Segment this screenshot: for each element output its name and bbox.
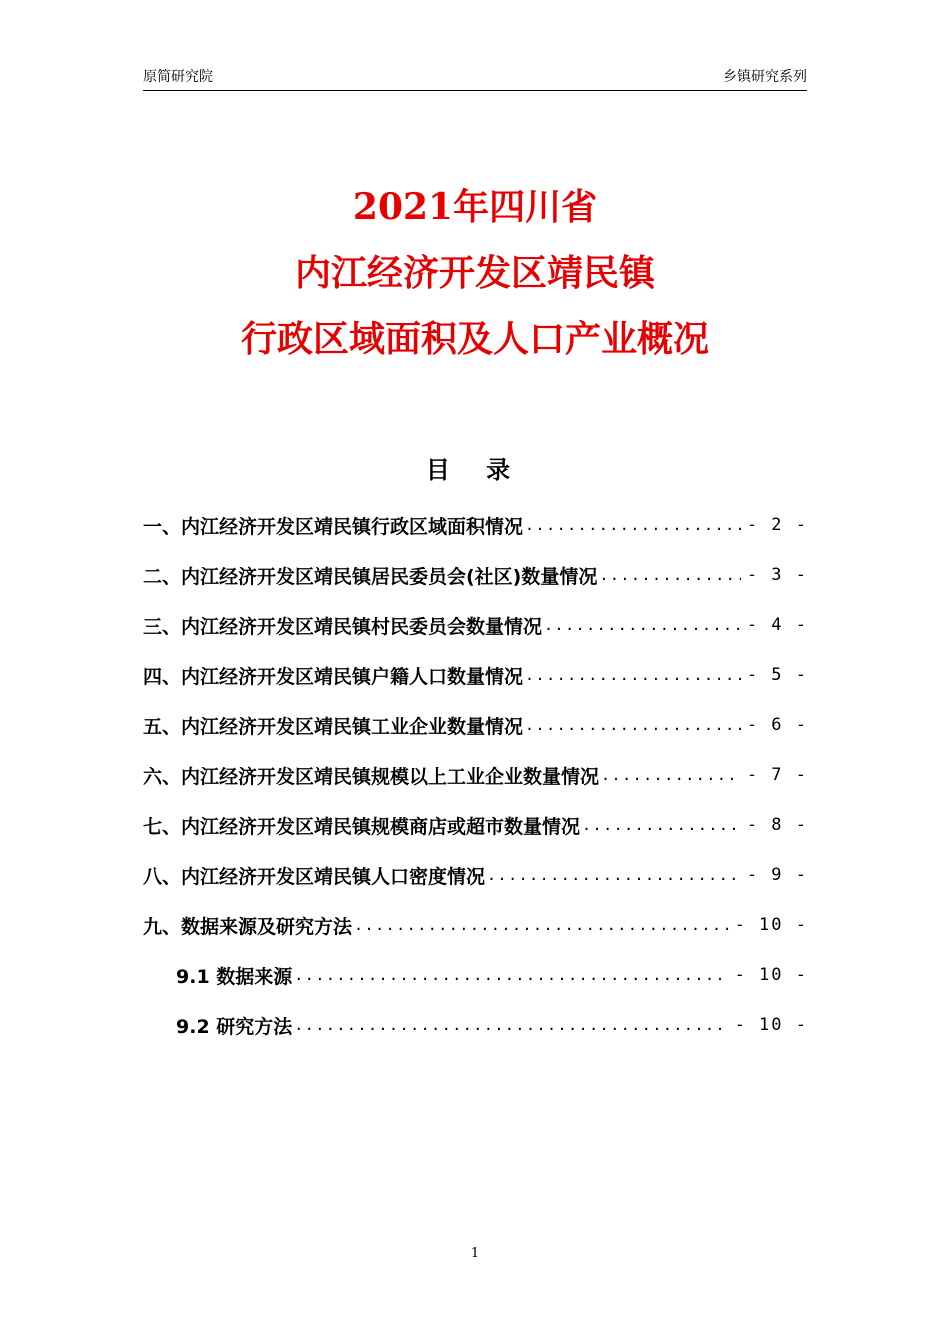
toc-dot-leader	[599, 566, 740, 584]
toc-entry-page: - 4 -	[746, 615, 808, 635]
toc-entry-6[interactable]	[143, 750, 808, 800]
table-of-contents	[143, 500, 808, 1050]
toc-entry-label: 五、内江经济开发区靖民镇工业企业数量情况	[143, 715, 524, 738]
toc-dot-leader	[294, 966, 728, 984]
toc-dot-leader	[525, 516, 741, 534]
toc-entry-page: - 3 -	[746, 565, 808, 585]
title-line-3: 行政区域面积及人口产业概况	[240, 318, 709, 360]
toc-entry-label: 七、内江经济开发区靖民镇规模商店或超市数量情况	[143, 815, 581, 838]
header-series: 乡镇研究系列	[723, 69, 807, 85]
toc-entry-label: 六、内江经济开发区靖民镇规模以上工业企业数量情况	[143, 765, 600, 788]
toc-entry-page: - 10 -	[734, 915, 808, 935]
toc-entry-page: - 9 -	[746, 865, 808, 885]
page-number: 1	[470, 1246, 480, 1261]
toc-entry-9[interactable]	[143, 900, 808, 950]
toc-entry-page: - 7 -	[746, 765, 808, 785]
title-line-1: 2021年四川省	[352, 186, 598, 228]
toc-entry-page: - 8 -	[746, 815, 808, 835]
toc-entry-label: 九、数据来源及研究方法	[143, 915, 353, 938]
toc-entry-5[interactable]	[143, 700, 808, 750]
toc-entry-label: 二、内江经济开发区靖民镇居民委员会(社区)数量情况	[143, 565, 598, 588]
toc-entry-4[interactable]	[143, 650, 808, 700]
toc-dot-leader	[582, 816, 741, 834]
toc-entry-label: 八、内江经济开发区靖民镇人口密度情况	[143, 865, 486, 888]
toc-entry-9-1[interactable]	[143, 950, 808, 1000]
toc-dot-leader	[354, 916, 729, 934]
toc-dot-leader	[544, 616, 741, 634]
toc-entry-label: 9.1 数据来源	[176, 965, 293, 988]
toc-dot-leader	[294, 1016, 728, 1034]
toc-dot-leader	[525, 716, 741, 734]
toc-entry-2[interactable]	[143, 550, 808, 600]
toc-entry-page: - 10 -	[734, 1015, 808, 1035]
toc-entry-9-2[interactable]	[143, 1000, 808, 1050]
header-org: 原简研究院	[143, 69, 213, 85]
toc-entry-page: - 6 -	[746, 715, 808, 735]
toc-entry-label: 三、内江经济开发区靖民镇村民委员会数量情况	[143, 615, 543, 638]
toc-entry-page: - 2 -	[746, 515, 808, 535]
toc-entry-8[interactable]	[143, 850, 808, 900]
toc-entry-page: - 5 -	[746, 665, 808, 685]
toc-dot-leader	[601, 766, 741, 784]
page-header	[143, 64, 807, 91]
toc-entry-label: 一、内江经济开发区靖民镇行政区域面积情况	[143, 515, 524, 538]
toc-entry-1[interactable]	[143, 500, 808, 550]
toc-dot-leader	[487, 866, 741, 884]
title-line-2: 内江经济开发区靖民镇	[294, 252, 655, 294]
document-title	[0, 174, 950, 372]
toc-entry-label: 四、内江经济开发区靖民镇户籍人口数量情况	[143, 665, 524, 688]
toc-heading: 目 录	[425, 456, 525, 484]
toc-entry-label: 9.2 研究方法	[176, 1015, 293, 1038]
toc-entry-3[interactable]	[143, 600, 808, 650]
toc-entry-page: - 10 -	[734, 965, 808, 985]
toc-dot-leader	[525, 666, 741, 684]
toc-entry-7[interactable]	[143, 800, 808, 850]
